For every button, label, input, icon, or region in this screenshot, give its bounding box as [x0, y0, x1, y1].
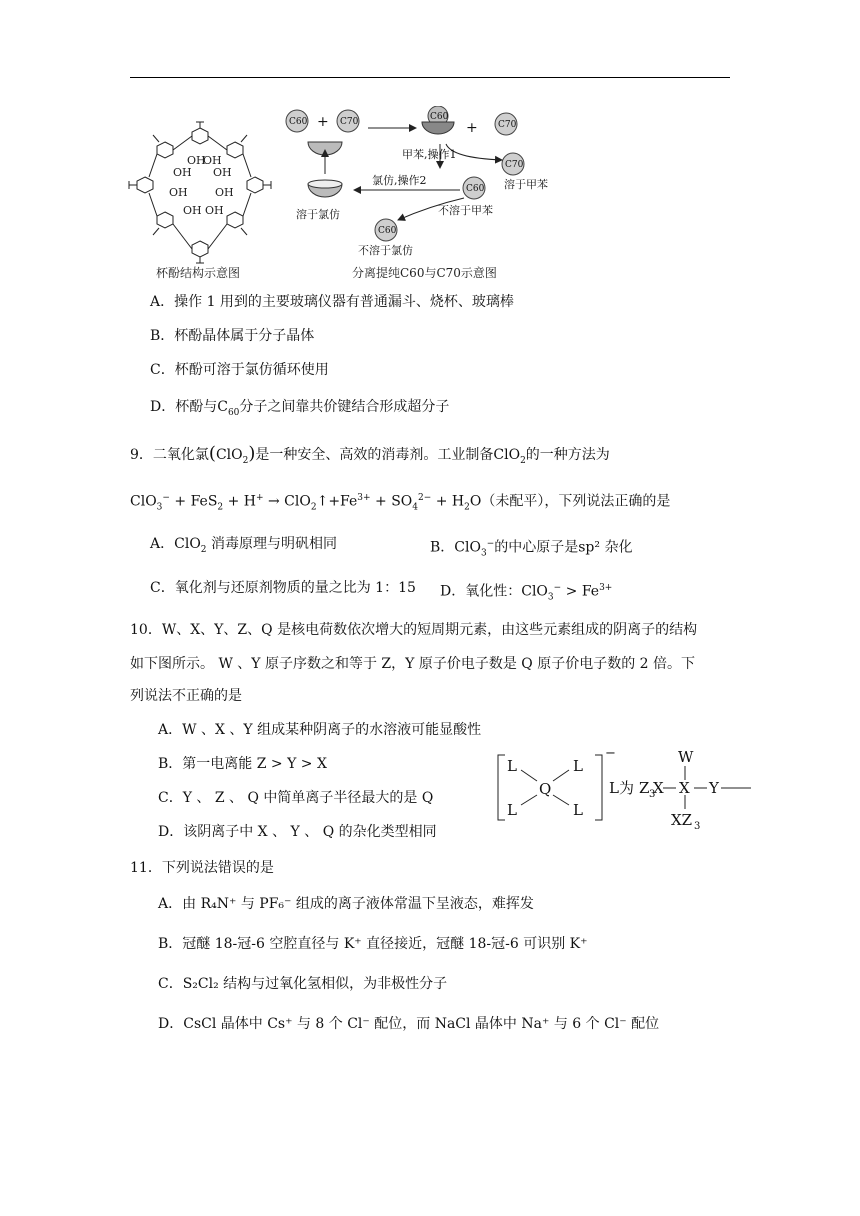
anion-structure-diagram — [495, 745, 765, 845]
c60-insoluble-toluene-label: 不溶于甲苯 — [438, 204, 493, 217]
c60-insoluble-chloroform-label: 不溶于氯仿 — [358, 244, 413, 257]
q10-stem-line1: 10．W、X、Y、Z、Q 是核电荷数依次增大的短周期元素，由这些元素组成的阴离子的结构 — [130, 622, 698, 638]
ligand-label: L — [573, 801, 583, 819]
c70-label: C70 — [340, 117, 359, 127]
ligand-label: L — [507, 801, 517, 819]
y-label: Y — [709, 779, 719, 797]
ligand-label: L — [573, 757, 583, 775]
q11-option-c: C．S₂Cl₂ 结构与过氧化氢相似，为非极性分子 — [158, 976, 448, 992]
operation-1-label: 甲苯,操作1 — [402, 148, 457, 161]
c70-dissolves-label: 溶于甲苯 — [504, 178, 548, 191]
calixarene-caption: 杯酚结构示意图 — [156, 266, 241, 280]
hydroxyl-label: OH — [187, 154, 206, 167]
c60-label: C60 — [289, 117, 308, 127]
q11-option-a: A．由 R₄N⁺ 与 PF₆⁻ 组成的离子液体常温下呈液态，难挥发 — [158, 896, 534, 912]
c70-label: C70 — [498, 120, 517, 130]
anion-charge: − — [605, 746, 616, 761]
hydroxyl-label: OH — [213, 166, 232, 179]
q10-option-c: C．Y 、 Z 、 Q 中简单离子半径最大的是 Q — [158, 790, 434, 806]
q9-option-a: A．ClO$_2$ 消毒原理与明矾相同 — [150, 536, 337, 555]
header-rule — [130, 77, 730, 78]
svg-text:3: 3 — [649, 789, 656, 800]
xz3-bottom-label: XZ — [671, 811, 693, 829]
w-label: W — [678, 748, 694, 766]
q11-option-d: D．CsCl 晶体中 Cs⁺ 与 8 个 Cl⁻ 配位，而 NaCl 晶体中 Na⁺ 与 6 个 Cl⁻ 配位 — [158, 1016, 660, 1032]
c60-label: C60 — [378, 226, 397, 236]
ligand-label: L — [507, 757, 517, 775]
q10-stem-line2: 如下图所示。 W 、Y 原子序数之和等于 Z，Y 原子价电子数是 Q 原子价电子数的 2 倍。下 — [130, 656, 696, 672]
dissolves-chloroform-label: 溶于氯仿 — [296, 208, 340, 221]
q8-option-d: D．杯酚与$C_{60}$分子之间靠共价键结合形成超分子 — [150, 399, 450, 418]
c60-label: C60 — [430, 112, 449, 122]
c60-label: C60 — [466, 184, 485, 194]
hydroxyl-label: OH — [183, 204, 202, 217]
q9-stem: 9．二氧化氯(ClO$_2$)是一种安全、高效的消毒剂。工业制备ClO$_2$的一种方法为 — [130, 443, 610, 466]
hydroxyl-label: OH — [215, 186, 234, 199]
calixarene-structure-diagram — [125, 120, 275, 265]
q8-option-c: C．杯酚可溶于氯仿循环使用 — [150, 362, 329, 378]
q10-option-b: B．第一电离能 Z > Y > X — [158, 756, 327, 772]
hydroxyl-label: OH — [205, 204, 224, 217]
l-definition-prefix: L为 — [609, 779, 634, 797]
separation-caption: 分离提纯C60与C70示意图 — [352, 266, 497, 280]
q10-option-d: D．该阴离子中 X 、 Y 、 Q 的杂化类型相同 — [158, 824, 437, 840]
center-atom-label: Q — [539, 780, 552, 798]
q9-option-b: B．ClO$_3$−的中心原子是sp² 杂化 — [430, 539, 633, 559]
q11-option-b: B．冠醚 18-冠-6 空腔直径与 K⁺ 直径接近，冠醚 18-冠-6 可识别 K⁺ — [158, 936, 588, 952]
q9-option-c: C．氧化剂与还原剂物质的量之比为 1：15 — [150, 580, 416, 596]
c70-label: C70 — [505, 160, 524, 170]
q9-option-d: D．氧化性：$ClO_3^- > Fe^{3+}$ — [440, 583, 613, 603]
hydroxyl-label: OH — [169, 186, 188, 199]
q11-stem: 11．下列说法错误的是 — [130, 860, 274, 876]
x-left-label: X — [653, 779, 664, 797]
operation-2-label: 氯仿,操作2 — [372, 174, 427, 187]
q9-equation: $ClO_3^- + FeS_2 + H^+ \to ClO_2↑+Fe^{3+} + SO_4^{2-} + H_2O$（未配平），下列说法正确的是 — [130, 493, 671, 513]
x-center-label: X — [679, 779, 690, 797]
q8-option-b: B．杯酚晶体属于分子晶体 — [150, 328, 315, 344]
q8-option-a: A．操作 1 用到的主要玻璃仪器有普通漏斗、烧杯、玻璃棒 — [150, 294, 514, 310]
svg-text:+: + — [317, 114, 329, 130]
z3-left-label: Z — [639, 779, 650, 797]
hydroxyl-label: OH — [203, 154, 222, 167]
svg-text:+: + — [466, 120, 478, 136]
q10-option-a: A．W 、X 、Y 组成某种阴离子的水溶液可能显酸性 — [158, 722, 482, 738]
separation-diagram — [280, 106, 600, 266]
q10-stem-line3: 列说法不正确的是 — [130, 688, 242, 704]
hydroxyl-label: OH — [173, 166, 192, 179]
svg-text:3: 3 — [694, 821, 701, 832]
